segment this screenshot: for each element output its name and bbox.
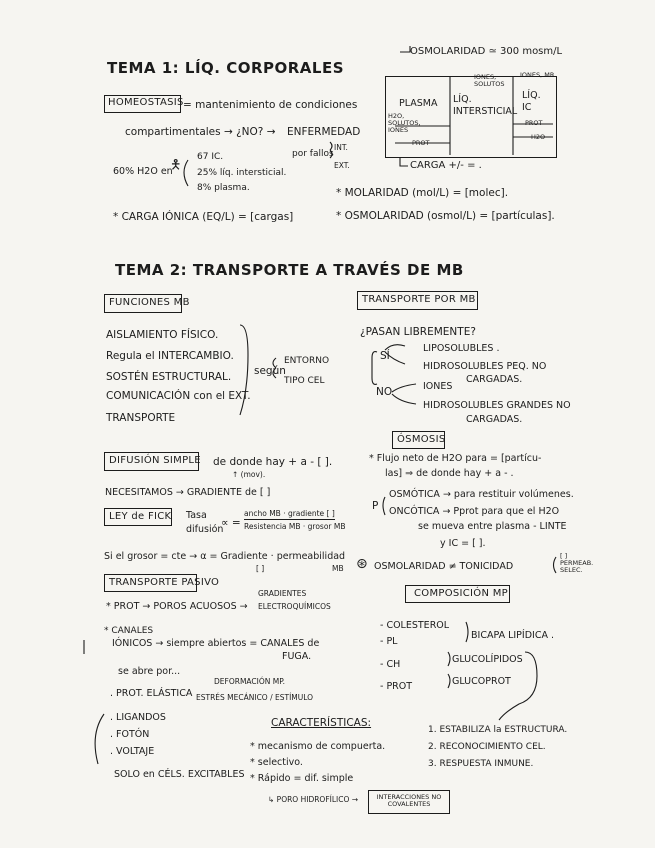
pl: - PL	[380, 636, 398, 647]
composicion-label: COMPOSICIÓN MP	[414, 588, 508, 599]
oncotica: ONCÓTICA → Pprot para que el H2O	[389, 506, 560, 517]
segun: según	[254, 365, 286, 377]
ligandos: . LIGANDOS	[110, 712, 166, 723]
homeostasis-def2: compartimentales → ¿NO? →	[125, 126, 276, 138]
flujo-neto-2: las] ⇒ de donde hay + a - .	[385, 468, 514, 479]
cargadas-1: CARGADAS.	[466, 374, 523, 385]
osmolaridad-approx: OSMOLARIDAD ≃ 300 mosm/L	[410, 46, 563, 57]
diagram-liq-ic: LÍQ. IC	[522, 90, 541, 113]
grosor-sub2: MB	[332, 564, 344, 573]
estres: ESTRÉS MECÁNICO / ESTÍMULO	[196, 693, 314, 702]
alpha-eq: ∝ =	[221, 517, 241, 529]
pasan-libremente: ¿PASAN LIBREMENTE?	[360, 326, 476, 338]
comp-funcion-2: 2. RECONOCIMIENTO CEL.	[428, 742, 546, 752]
prot-poros: * PROT → POROS ACUOSOS →	[106, 601, 248, 612]
osmosis-label: ÓSMOSIS	[397, 434, 446, 445]
deformacion: DEFORMACIÓN MP.	[214, 677, 285, 686]
tema2-title: TEMA 2: TRANSPORTE A TRAVÉS DE MB	[115, 261, 464, 279]
oncotica-2: se mueva entre plasma - LINTE	[418, 521, 567, 532]
difusion-label: DIFUSIÓN SIMPLE	[109, 455, 201, 466]
poro-hidrofilico: ↳ PORO HIDROFÍLICO →	[268, 795, 359, 804]
caract-2: * selectivo.	[250, 757, 303, 768]
comp-funcion-1: 1. ESTABILIZA la ESTRUCTURA.	[428, 725, 568, 735]
osm-vs-ton: OSMOLARIDAD ≠ TONICIDAD	[374, 561, 514, 572]
tipo-cel: TIPO CEL	[284, 376, 325, 386]
star-circle-icon: ⊛	[356, 556, 368, 572]
diagram-h2o-right: H2O	[531, 133, 546, 141]
liposolubles: LIPOSOLUBLES .	[423, 343, 500, 354]
glucoprot: GLUCOPROT	[452, 676, 511, 687]
oncotica-3: y IC = [ ].	[440, 538, 486, 549]
solo-excitables: SOLO en CÉLS. EXCITABLES	[114, 769, 245, 780]
si-label: SÍ	[380, 350, 390, 362]
prot-comp: - PROT	[380, 681, 413, 692]
voltaje: . VOLTAJE	[110, 746, 155, 757]
comp-funcion-3: 3. RESPUESTA INMUNE.	[428, 759, 534, 769]
pasivo-label: TRANSPORTE PASIVO	[109, 577, 220, 588]
fick-numerator: ancho MB · gradiente [ ]	[244, 509, 335, 518]
person-icon: 🯅	[170, 158, 182, 173]
caract-3: * Rápido = dif. simple	[250, 773, 354, 784]
bicapa: BICAPA LIPÍDICA .	[471, 630, 555, 641]
ionicos: IÓNICOS → siempre abiertos = CANALES de	[112, 638, 320, 649]
diagram-iones-solutos: IONES, SOLUTOS	[474, 73, 505, 88]
intersticial-pct: 25% líq. intersticial.	[197, 168, 287, 178]
ic-pct: 67 IC.	[197, 152, 224, 162]
ext-label: EXT.	[334, 161, 350, 170]
prot-elastica: . PROT. ELÁSTICA	[110, 688, 193, 699]
diagram-iones-mr: IONES, MR	[520, 71, 555, 79]
funcion-2: Regula el INTERCAMBIO.	[106, 350, 234, 362]
flujo-neto: * Flujo neto de H2O para = [partícu-	[369, 453, 542, 464]
carga-label: CARGA +/- = .	[410, 160, 482, 171]
glucolipidos: GLUCOLÍPIDOS	[452, 654, 523, 665]
interacciones: INTERACCIONES NO COVALENTES	[376, 793, 442, 808]
osmotica: OSMÓTICA → para restituir volúmenes.	[389, 489, 574, 500]
grosor-constante: Si el grosor = cte → α = Gradiente · permeabilidad	[104, 551, 346, 562]
diagram-plasma: PLASMA	[399, 98, 438, 109]
foton: . FOTÓN	[110, 729, 150, 740]
fick-tasa: Tasa	[186, 510, 207, 521]
agua-pct: 60% H2O en	[113, 166, 173, 177]
int-label: INT.	[334, 143, 348, 152]
iones-no: IONES	[423, 381, 453, 392]
mov-label: ↑ (mov).	[232, 470, 266, 479]
funcion-5: TRANSPORTE	[106, 412, 176, 424]
osmolaridad-def: * OSMOLARIDAD (osmol/L) = [partículas].	[336, 210, 555, 222]
difusion-def: de donde hay + a - [ ].	[213, 456, 333, 468]
colesterol: - COLESTEROL	[380, 620, 450, 631]
diagram-h2o-solutos: H2O, SOLUTOS, IONES	[388, 112, 421, 134]
hidro-grandes: HIDROSOLUBLES GRANDES NO	[423, 400, 571, 411]
diagram-prot-right: PROT	[525, 119, 543, 127]
caract-1: * mecanismo de compuerta.	[250, 741, 386, 752]
cargadas-2: CARGADAS.	[466, 414, 523, 425]
necesitamos: NECESITAMOS → GRADIENTE de [ ]	[105, 487, 271, 498]
transporte-label: TRANSPORTE POR MB	[362, 294, 476, 305]
ch: - CH	[380, 659, 401, 670]
grosor-sub1: [ ]	[256, 564, 265, 573]
electroquimicos: ELECTROQUÍMICOS	[258, 602, 331, 611]
homeostasis-def: = mantenimiento de condiciones	[183, 99, 358, 111]
homeostasis-label: HOMEOSTASIS	[108, 97, 184, 108]
p-label: P	[372, 500, 379, 512]
funcion-4: COMUNICACIÓN con el EXT.	[106, 390, 251, 402]
tema1-title: TEMA 1: LÍQ. CORPORALES	[107, 59, 345, 77]
funcion-1: AISLAMIENTO FÍSICO.	[106, 329, 219, 341]
caract-label: CARACTERÍSTICAS:	[271, 717, 372, 729]
se-abre: se abre por...	[118, 666, 181, 677]
canales: * CANALES	[104, 626, 154, 636]
diagram-prot-left: PROT	[412, 139, 430, 147]
fick-label: LEY de FICK	[109, 511, 172, 522]
por-fallos: por fallos	[292, 149, 334, 159]
gradientes: GRADIENTES	[258, 589, 307, 598]
no-label: NO	[376, 386, 393, 398]
fuga: FUGA.	[282, 651, 312, 662]
funcion-3: SOSTÉN ESTRUCTURAL.	[106, 371, 232, 383]
enfermedad: ENFERMEDAD	[287, 126, 361, 138]
diagram-liq-intersticial: LÍQ. INTERSTICIAL	[453, 94, 518, 117]
funciones-label: FUNCIONES MB	[109, 297, 190, 308]
hidro-peq: HIDROSOLUBLES PEQ. NO	[423, 361, 547, 372]
molaridad-def: * MOLARIDAD (mol/L) = [molec].	[336, 187, 509, 199]
fick-difusion: difusión	[186, 524, 224, 535]
entorno: ENTORNO	[284, 356, 330, 366]
fick-denominator: Resistencia MB · grosor MB	[244, 522, 346, 531]
permeab-selec: [ ] PERMEAB. SELEC.	[560, 552, 594, 574]
plasma-pct: 8% plasma.	[197, 183, 250, 193]
carga-ionica: * CARGA IÓNICA (EQ/L) = [cargas]	[113, 211, 294, 223]
